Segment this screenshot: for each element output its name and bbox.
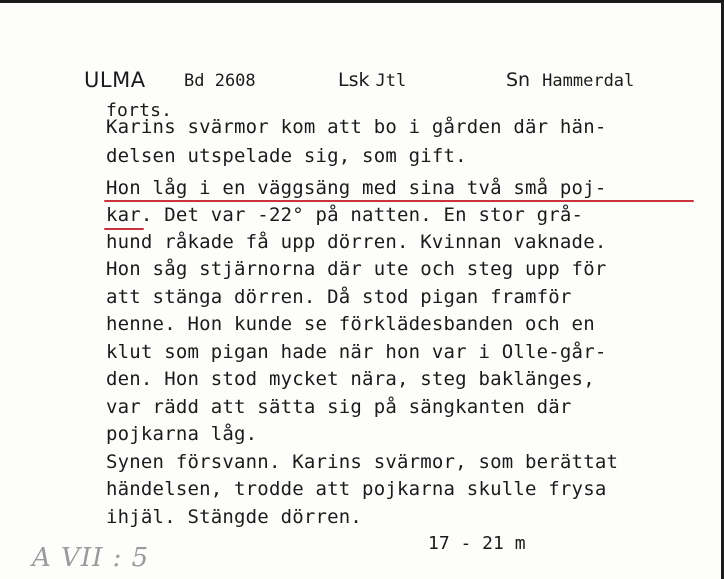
body-line-8: att stänga dörren. Då stod pigan framför <box>106 286 572 308</box>
parish-name: Hammerdal <box>542 71 635 91</box>
body-line-15: händelsen, trodde att pojkarna skulle frysa <box>106 478 607 500</box>
pencil-signum: A VII : 5 <box>32 543 150 573</box>
body-line-5: kar. Det var -22° på natten. En stor grå- <box>106 204 584 226</box>
red-underline-marking <box>104 200 694 202</box>
parish-label: Sn <box>506 69 531 91</box>
card-top-edge <box>0 0 724 3</box>
body-line-14: Synen försvann. Karins svärmor, som berättat <box>106 451 619 473</box>
district-field <box>338 69 406 91</box>
district-code: Jtl <box>375 71 407 91</box>
body-line-16: ihjäl. Stängde dörren. <box>106 506 363 528</box>
body-line-11: den. Hon stod mycket nära, steg baklänges, <box>106 368 595 390</box>
body-line-2: Karins svärmor kom att bo i gården där hän- <box>106 116 607 138</box>
height-range: 17 - 21 m <box>428 533 526 554</box>
body-line-4: Hon låg i en väggsäng med sina två små poj- <box>106 177 607 199</box>
card-header <box>84 68 704 98</box>
district-label: Lsk <box>338 69 370 91</box>
body-line-10: klut som pigan hade när hon var i Olle-går- <box>106 341 607 363</box>
record-number: Bd 2608 <box>184 71 256 91</box>
parish-field <box>506 69 634 91</box>
archive-code: ULMA <box>84 68 146 92</box>
body-line-12: var rädd att sätta sig på sängkanten där <box>106 396 572 418</box>
body-line-1: forts. <box>106 100 173 121</box>
body-line-7: Hon såg stjärnorna där ute och steg upp för <box>106 258 607 280</box>
red-underline-marking-short <box>104 228 144 230</box>
card-body-text <box>106 100 716 540</box>
body-line-13: pojkarna låg. <box>106 423 258 445</box>
body-line-3: delsen utspelade sig, som gift. <box>106 145 467 167</box>
body-line-6: hund råkade få upp dörren. Kvinnan vaknade. <box>106 231 607 253</box>
body-line-9: henne. Hon kunde se förklädesbanden och en <box>106 313 595 335</box>
